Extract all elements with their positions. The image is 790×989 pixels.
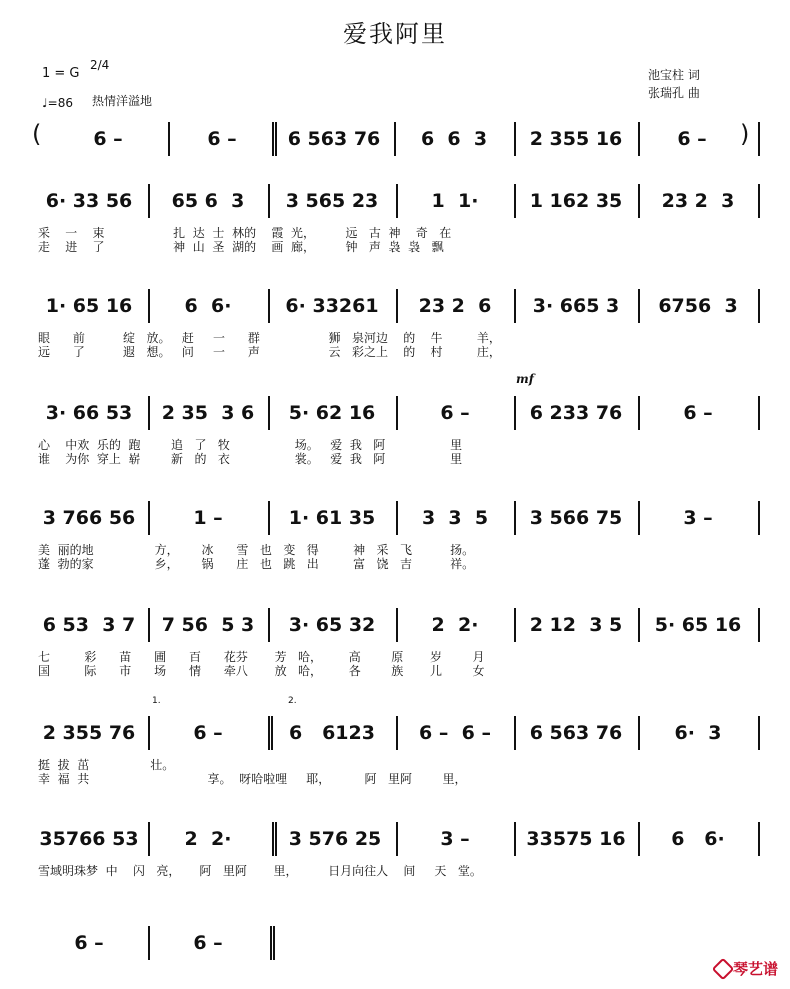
barline: [758, 289, 760, 323]
barline: [268, 184, 270, 218]
barline: [758, 501, 760, 535]
barline: [638, 396, 640, 430]
measure: 6 –: [93, 128, 123, 150]
lyricist-credit: 池宝柱 词: [648, 68, 700, 82]
measure: 6 –: [683, 402, 713, 424]
barline: [514, 716, 516, 750]
measure: 2 355 76: [42, 722, 136, 744]
double-barline: [272, 122, 277, 156]
lyric-verse-1: 雪域明珠梦 中 闪 亮， 阿 里阿 里， 日月向往人 间 天 堂。: [38, 864, 482, 878]
measure: 5· 65 16: [654, 614, 742, 636]
song-title: 爱我阿里: [343, 20, 447, 48]
measure: 3 –: [683, 507, 713, 529]
measure: 2 2·: [184, 828, 232, 850]
barline: [638, 184, 640, 218]
measure: 6· 3: [674, 722, 722, 744]
measure: 6 53 3 7: [42, 614, 136, 636]
measure: 6 6 3: [420, 128, 488, 150]
barline: [148, 926, 150, 960]
measure: 3 566 75: [529, 507, 623, 529]
score-line-7: [32, 712, 762, 790]
measure: 1· 61 35: [288, 507, 376, 529]
measure: 1 162 35: [529, 190, 623, 212]
lyric-verse-2: 蓬 勃的家 乡， 锅 庄 也 跳 出 富 饶 吉 祥。: [38, 557, 475, 571]
final-barline: [270, 926, 275, 960]
barline: [168, 122, 170, 156]
barline: [396, 716, 398, 750]
measure: 3 3 5: [421, 507, 489, 529]
barline: [148, 289, 150, 323]
barline: [268, 608, 270, 642]
measure: 23 2 6: [418, 295, 492, 317]
measure: 65 6 3: [171, 190, 245, 212]
barline: [514, 122, 516, 156]
barline: [514, 396, 516, 430]
barline: [638, 822, 640, 856]
barline: [638, 716, 640, 750]
measure: 6 –: [193, 932, 223, 954]
barline: [514, 822, 516, 856]
lyric-verse-1: 心 中欢 乐的 跑 追 了 牧 场。 爱 我 阿 里: [38, 438, 463, 452]
measure: 6 –: [193, 722, 223, 744]
barline: [148, 822, 150, 856]
barline: [638, 501, 640, 535]
measure: 3 576 25: [288, 828, 382, 850]
measure: 2 2·: [431, 614, 479, 636]
barline: [396, 608, 398, 642]
measure: 7 56 5 3: [161, 614, 255, 636]
barline: [514, 184, 516, 218]
measure: 6 –: [440, 402, 470, 424]
barline: [396, 396, 398, 430]
lyric-verse-2: 走 进 了 神 山 圣 湖的 画 廊， 钟 声 袅 袅 飘: [38, 240, 444, 254]
score-line-6: [32, 604, 762, 682]
barline: [268, 501, 270, 535]
barline: [396, 184, 398, 218]
measure: 3 766 56: [42, 507, 136, 529]
repeat-paren-left: (: [32, 120, 42, 148]
site-logo[interactable]: [715, 958, 778, 979]
barline: [758, 396, 760, 430]
measure: 6 –: [207, 128, 237, 150]
measure: 6 233 76: [529, 402, 623, 424]
barline: [148, 608, 150, 642]
barline: [514, 501, 516, 535]
barline: [148, 184, 150, 218]
measure: 6 6123: [289, 722, 375, 744]
score-line-2: [32, 180, 762, 258]
measure: 6 6·: [671, 828, 725, 850]
barline: [638, 122, 640, 156]
repeat-barline: [268, 716, 273, 750]
score-line-5: [32, 497, 762, 575]
expression-mark: 热情洋溢地: [92, 94, 153, 108]
barline: [396, 289, 398, 323]
time-signature: [90, 58, 110, 72]
lyric-verse-2: 国 际 市 场 情 牵八 放 哈， 各 族 儿 女: [38, 664, 485, 678]
volta-1-label: 1.: [152, 696, 161, 706]
barline: [268, 396, 270, 430]
barline: [638, 608, 640, 642]
lyric-verse-1: 美 丽的地 方， 冰 雪 也 变 得 神 采 飞 扬。: [38, 543, 475, 557]
measure: 6 563 76: [529, 722, 623, 744]
tempo-mark: ♩=86: [42, 96, 73, 110]
measure: 23 2 3: [661, 190, 735, 212]
double-barline: [272, 822, 277, 856]
barline: [394, 122, 396, 156]
barline: [758, 716, 760, 750]
measure: 6 –: [74, 932, 104, 954]
measure: 6 563 76: [287, 128, 381, 150]
barline: [268, 289, 270, 323]
barline: [514, 608, 516, 642]
barline: [758, 184, 760, 218]
key-signature: 1 = G: [42, 66, 80, 81]
measure: 6756 3: [658, 295, 738, 317]
measure: 3· 665 3: [532, 295, 620, 317]
measure: 6 – 6 –: [419, 722, 491, 744]
lyric-verse-2: 远 了 遐 想。 问 一 声 云 彩之上 的 村 庄，: [38, 345, 501, 359]
measure: 3 565 23: [285, 190, 379, 212]
measure: 6 6·: [184, 295, 232, 317]
barline: [148, 396, 150, 430]
logo-icon: [712, 957, 735, 980]
lyric-verse-1: 眼 前 绽 放。 赶 一 群 狮 泉河边 的 牛 羊，: [38, 331, 501, 345]
logo-text: 琴艺谱: [732, 960, 778, 978]
repeat-paren-right: ): [740, 120, 750, 148]
measure: 1 1·: [431, 190, 479, 212]
measure: 2 12 3 5: [529, 614, 623, 636]
score-line-4: [32, 392, 762, 470]
measure: 5· 62 16: [288, 402, 376, 424]
barline: [396, 822, 398, 856]
barline: [148, 501, 150, 535]
barline: [148, 716, 150, 750]
measure: 2 355 16: [529, 128, 623, 150]
score-line-3: [32, 285, 762, 363]
measure: 3 –: [440, 828, 470, 850]
lyric-verse-1: 挺 拔 茁 壮。: [38, 758, 175, 772]
lyric-verse-1: 七 彩 苗 圃 百 花芬 芳 哈， 高 原 岁 月: [38, 650, 485, 664]
barline: [758, 122, 760, 156]
time-signature-text: 2/4: [90, 58, 110, 72]
score-line-8: [32, 818, 762, 896]
measure: 1· 65 16: [45, 295, 133, 317]
measure: 1 –: [193, 507, 223, 529]
measure: 6· 33261: [285, 295, 379, 317]
measure: 3· 66 53: [45, 402, 133, 424]
lyric-verse-2: 谁 为你 穿上 崭 新 的 衣 裳。 爱 我 阿 里: [38, 452, 463, 466]
measure: 6· 33 56: [45, 190, 133, 212]
measure: 33575 16: [526, 828, 626, 850]
measure: 2 35 3 6: [161, 402, 255, 424]
barline: [396, 501, 398, 535]
measure: 35766 53: [39, 828, 139, 850]
score-line-9: [32, 922, 762, 989]
volta-2-label: 2.: [288, 696, 297, 706]
measure: 3· 65 32: [288, 614, 376, 636]
barline: [638, 289, 640, 323]
lyric-verse-2: 幸 福 共 享。 呀哈啦哩 耶， 阿 里阿 里，: [38, 772, 467, 786]
barline: [758, 608, 760, 642]
composer-credit: 张瑞孔 曲: [648, 86, 700, 100]
barline: [758, 822, 760, 856]
dynamic-mark: mf: [516, 372, 534, 386]
measure: 6 –: [677, 128, 707, 150]
lyric-verse-1: 采 一 束 扎 达 士 林的 霞 光， 远 古 神 奇 在: [38, 226, 452, 240]
barline: [514, 289, 516, 323]
